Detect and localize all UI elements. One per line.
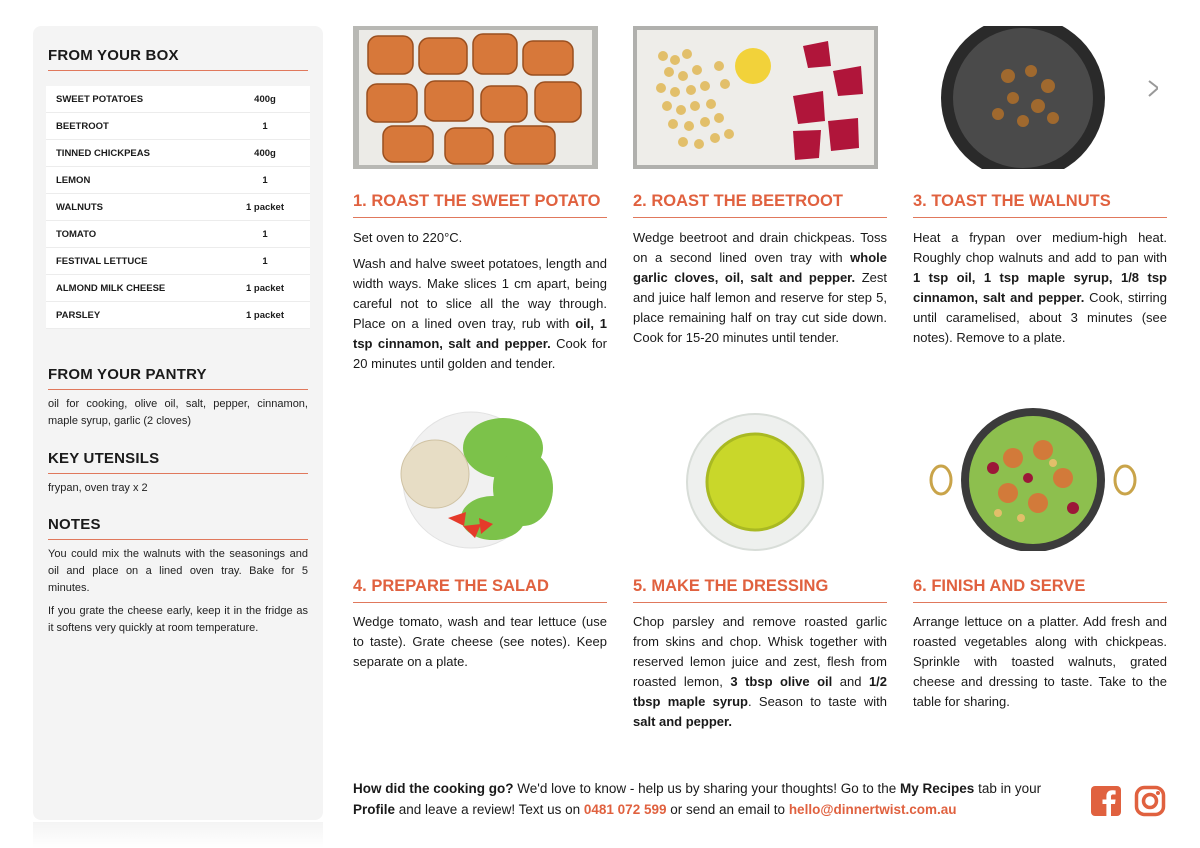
- step-paragraph: Arrange lettuce on a platter. Add fresh and roasted vegetables along with chickpeas. Sprinkle with toasted walnuts, grated cheese and dressing to taste. Take to the table for sharing.: [913, 614, 1167, 709]
- step-3-title: 3. TOAST THE WALNUTS: [913, 192, 1167, 218]
- step-6-text: [913, 612, 1167, 718]
- dressing-bowl-photo: [633, 408, 878, 551]
- step-1-title: 1. ROAST THE SWEET POTATO: [353, 192, 607, 218]
- ingredient-name: PARSLEY: [46, 302, 220, 329]
- finished-salad-platter-photo: [913, 408, 1158, 551]
- pantry-text: [48, 396, 308, 436]
- step-6-title: 6. FINISH AND SERVE: [913, 577, 1167, 603]
- step-3-text: [913, 228, 1167, 354]
- footer-text: We'd love to know - help us by sharing your thoughts! Go to the: [513, 781, 901, 796]
- table-row: [46, 140, 310, 167]
- table-row: [46, 167, 310, 194]
- step-ingredients-bold: whole garlic cloves, oil, salt and pepper.: [633, 250, 887, 285]
- table-row: [46, 248, 310, 275]
- table-row: [46, 275, 310, 302]
- table-row: [46, 221, 310, 248]
- step-ingredients-bold: 3 tbsp olive oil: [730, 674, 833, 689]
- step-text-run: Cook, stirring until caramelised, about 3 minutes (see notes). Remove to a plate.: [913, 290, 1167, 345]
- ingredient-qty: 1 packet: [220, 275, 310, 302]
- ingredient-name: TINNED CHICKPEAS: [46, 140, 220, 167]
- ingredient-qty: 1: [220, 167, 310, 194]
- step-text-run: . Season to taste with: [748, 694, 888, 709]
- phone-number[interactable]: 0481 072 599: [583, 802, 667, 817]
- ingredient-name: SWEET POTATOES: [46, 86, 220, 113]
- step-paragraph: [353, 254, 607, 374]
- salad-plate-photo: [353, 408, 598, 551]
- step-4-text: [353, 612, 607, 678]
- sweet-potato-tray-photo: [353, 26, 598, 169]
- step-ingredients-bold: oil, 1 tsp cinnamon, salt and pepper.: [353, 316, 607, 351]
- ingredient-name: WALNUTS: [46, 194, 220, 221]
- ingredient-name: BEETROOT: [46, 113, 220, 140]
- step-text-run: Chop parsley and remove roasted garlic from skins and chop. Whisk together with reserved lemon juice and zest, flesh from roasted lemon,: [633, 614, 887, 689]
- step-text-run: Cook for 20 minutes until golden and tender.: [353, 336, 607, 371]
- ingredient-qty: 400g: [220, 140, 310, 167]
- step-2-title: 2. ROAST THE BEETROOT: [633, 192, 887, 218]
- step-paragraph: [913, 228, 1167, 348]
- footer-text: tab in your: [974, 781, 1042, 796]
- step-text-run: and: [832, 674, 869, 689]
- from-your-box-title: FROM YOUR BOX: [48, 47, 308, 71]
- email-link[interactable]: hello@dinnertwist.com.au: [788, 802, 957, 817]
- ingredient-name: TOMATO: [46, 221, 220, 248]
- ingredients-sidebar: [33, 26, 323, 820]
- step-text-run: Wash and halve sweet potatoes, length and width ways. Make slices 1 cm apart, being careful not to slice all the way through. Place on a lined oven tray, rub with: [353, 256, 607, 331]
- facebook-icon[interactable]: [1090, 785, 1122, 817]
- instagram-icon[interactable]: [1134, 785, 1166, 817]
- note-paragraph: If you grate the cheese early, keep it in the fridge as it softens very quickly at room temperature.: [48, 605, 308, 634]
- ingredient-qty: 1: [220, 221, 310, 248]
- notes-title: NOTES: [48, 516, 308, 540]
- step-text-run: Zest and juice half lemon and reserve for step 5, place remaining half on tray cut side down. Cook for 15-20 minutes until tender.: [633, 270, 887, 345]
- beetroot-chickpea-tray-photo: [633, 26, 878, 169]
- step-ingredients-bold: 1/2 tbsp maple syrup: [633, 674, 888, 709]
- step-paragraph: [633, 228, 887, 348]
- my-recipes-link[interactable]: My Recipes: [900, 781, 975, 796]
- step-text-run: Heat a frypan over medium-high heat. Roughly chop walnuts and add to pan with: [913, 230, 1167, 265]
- step-ingredients-bold: 1 tsp oil, 1 tsp maple syrup, 1/8 tsp cinnamon, salt and pepper.: [913, 270, 1167, 305]
- footer-text: or send an email to: [666, 802, 789, 817]
- step-2-text: [633, 228, 887, 354]
- pantry-title: FROM YOUR PANTRY: [48, 366, 308, 390]
- sidebar-fade: [33, 822, 323, 848]
- footer-question: How did the cooking go?: [353, 781, 514, 796]
- ingredient-qty: 1: [220, 248, 310, 275]
- table-row: [46, 86, 310, 113]
- feedback-footer: [353, 778, 1073, 820]
- step-1-text: [353, 228, 607, 380]
- utensils-text: [48, 480, 308, 503]
- step-paragraph: [633, 612, 887, 732]
- step-5-text: [633, 612, 887, 738]
- step-5-title: 5. MAKE THE DRESSING: [633, 577, 887, 603]
- ingredient-qty: 400g: [220, 86, 310, 113]
- utensils-title: KEY UTENSILS: [48, 450, 308, 474]
- footer-text: and leave a review! Text us on: [395, 802, 584, 817]
- ingredient-qty: 1 packet: [220, 194, 310, 221]
- ingredient-name: LEMON: [46, 167, 220, 194]
- profile-link[interactable]: Profile: [353, 802, 396, 817]
- ingredient-qty: 1 packet: [220, 302, 310, 329]
- step-text-run: Wedge beetroot and drain chickpeas. Toss on a second lined oven tray with: [633, 230, 887, 265]
- step-paragraph: Wedge tomato, wash and tear lettuce (use to taste). Grate cheese (see notes). Keep separate on a plate.: [353, 614, 607, 669]
- ingredient-name: ALMOND MILK CHEESE: [46, 275, 220, 302]
- utensils-list: frypan, oven tray x 2: [48, 482, 148, 494]
- step-paragraph: Set oven to 220°C.: [353, 230, 463, 245]
- table-row: [46, 302, 310, 329]
- ingredients-table: [46, 86, 310, 329]
- note-paragraph: You could mix the walnuts with the seasonings and oil and place on a lined oven tray. Bake for 5 minutes.: [48, 548, 308, 594]
- ingredient-name: FESTIVAL LETTUCE: [46, 248, 220, 275]
- ingredient-qty: 1: [220, 113, 310, 140]
- pantry-list: oil for cooking, olive oil, salt, pepper, cinnamon, maple syrup, garlic (2 cloves): [48, 398, 308, 427]
- step-ingredients-bold: salt and pepper.: [633, 714, 732, 729]
- step-4-title: 4. PREPARE THE SALAD: [353, 577, 607, 603]
- notes-text: [48, 546, 308, 643]
- table-row: [46, 113, 310, 140]
- walnuts-frypan-photo: [913, 26, 1158, 169]
- table-row: [46, 194, 310, 221]
